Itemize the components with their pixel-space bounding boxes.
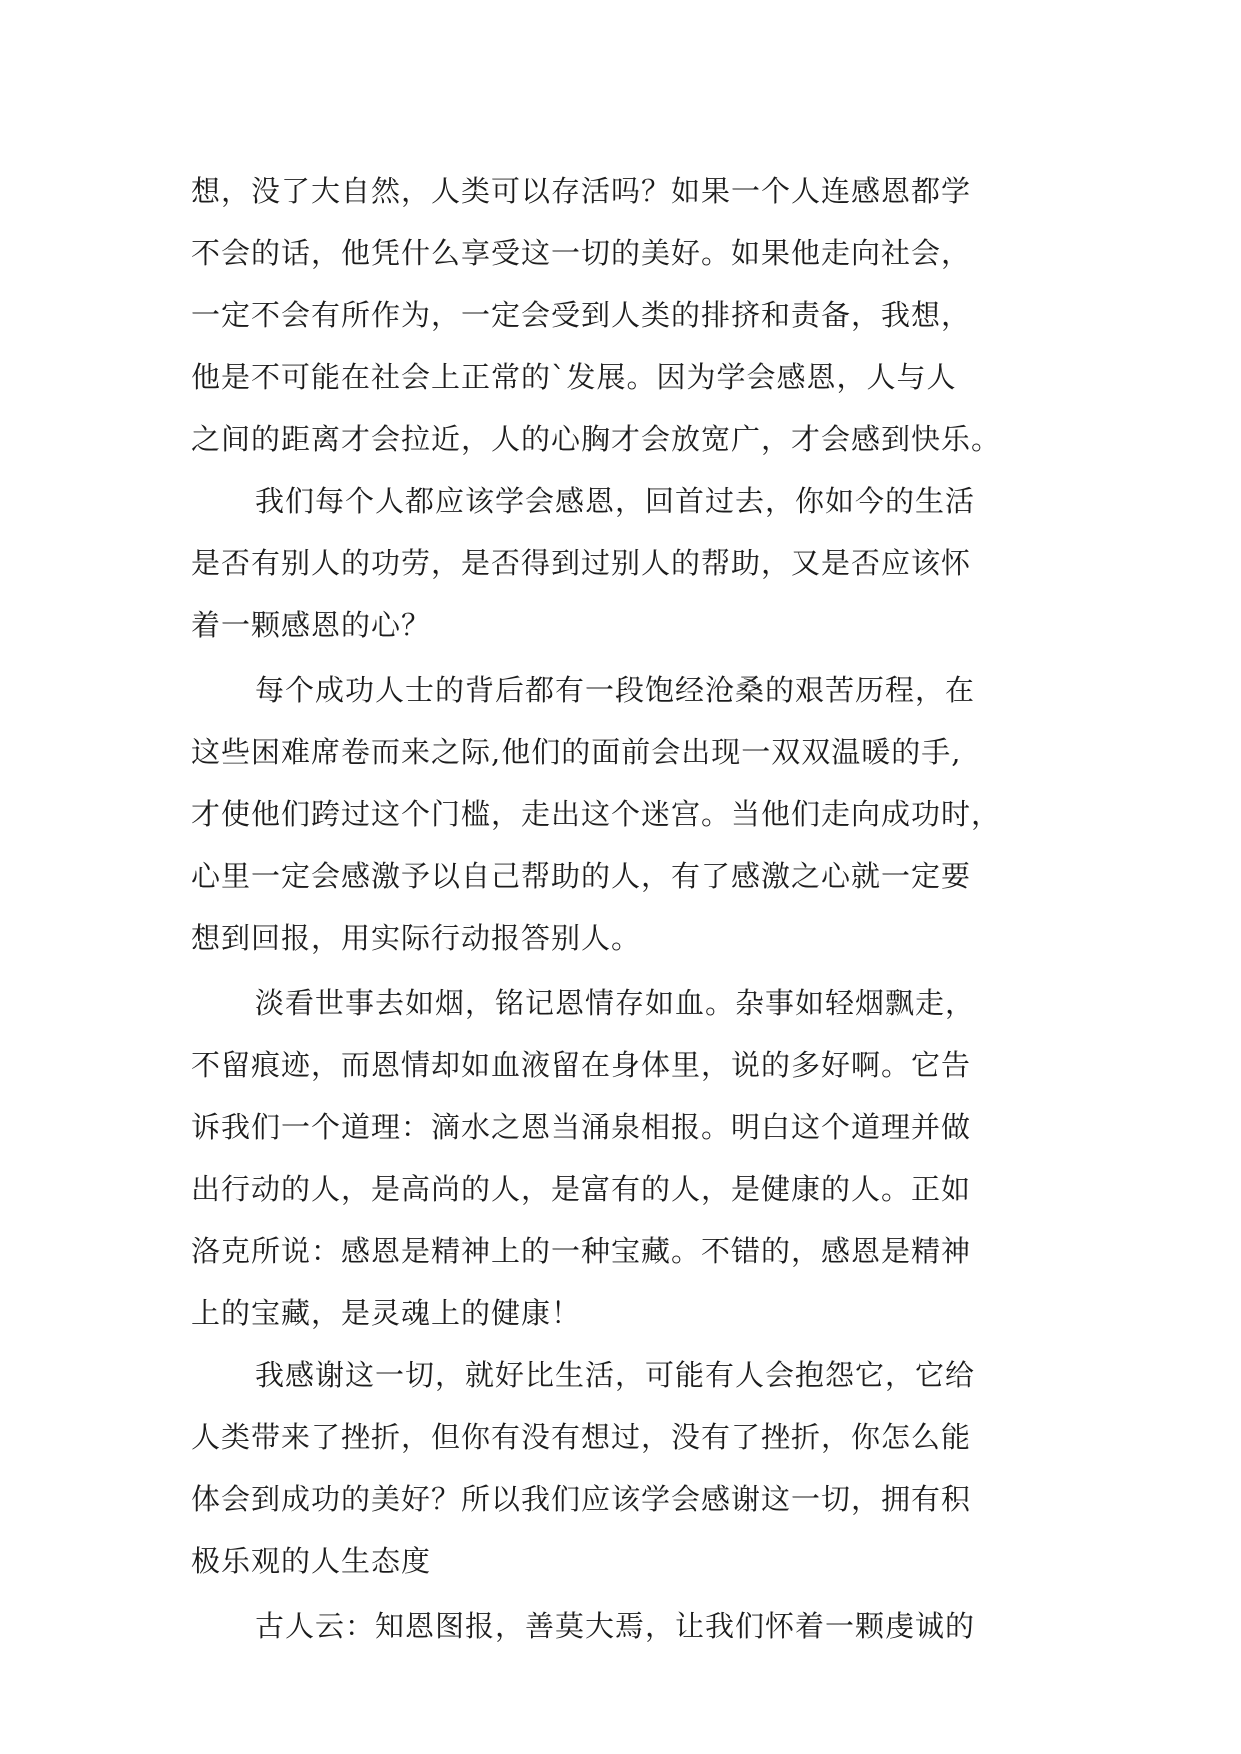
text-line: 才使他们跨过这个门槛，走出这个迷宫。当他们走向成功时， [191, 797, 1002, 831]
text-line: 想，没了大自然，人类可以存活吗？如果一个人连感恩都学 [191, 174, 972, 208]
text-line: 不会的话，他凭什么享受这一切的美好。如果他走向社会， [191, 236, 972, 270]
text-line: 体会到成功的美好？所以我们应该学会感谢这一切，拥有积 [191, 1482, 972, 1516]
paragraph-1 [191, 160, 1071, 470]
text-line: 一定不会有所作为，一定会受到人类的排挤和责备，我想， [191, 298, 972, 332]
paragraph-2 [191, 470, 1071, 656]
document-body [191, 160, 1071, 1657]
text-line: 我们每个人都应该学会感恩，回首过去，你如今的生活 [255, 484, 976, 518]
text-line: 出行动的人，是高尚的人，是富有的人，是健康的人。正如 [191, 1172, 972, 1206]
text-line: 诉我们一个道理：滴水之恩当涌泉相报。明白这个道理并做 [191, 1110, 972, 1144]
text-line: 极乐观的人生态度 [191, 1544, 432, 1578]
text-line: 他是不可能在社会上正常的`发展。因为学会感恩，人与人 [191, 360, 957, 394]
paragraph-4 [191, 972, 1071, 1344]
text-line: 淡看世事去如烟，铭记恩情存如血。杂事如轻烟飘走， [255, 986, 976, 1020]
text-line: 每个成功人士的背后都有一段饱经沧桑的艰苦历程，在 [255, 673, 976, 707]
text-line: 心里一定会感激予以自己帮助的人，有了感激之心就一定要 [191, 859, 972, 893]
text-line: 着一颗感恩的心？ [191, 608, 432, 642]
text-line: 不留痕迹，而恩情却如血液留在身体里，说的多好啊。它告 [191, 1048, 972, 1082]
text-line: 这些困难席卷而来之际,他们的面前会出现一双双温暖的手, [191, 735, 962, 769]
text-line: 古人云：知恩图报，善莫大焉，让我们怀着一颗虔诚的 [255, 1609, 976, 1643]
paragraph-5 [191, 1344, 1071, 1592]
text-line: 我感谢这一切，就好比生活，可能有人会抱怨它，它给 [255, 1358, 976, 1392]
text-line: 之间的距离才会拉近，人的心胸才会放宽广，才会感到快乐。 [191, 422, 1002, 456]
text-line: 想到回报，用实际行动报答别人。 [191, 921, 642, 955]
paragraph-6 [191, 1595, 1071, 1657]
text-line: 人类带来了挫折，但你有没有想过，没有了挫折，你怎么能 [191, 1420, 972, 1454]
text-line: 上的宝藏，是灵魂上的健康！ [191, 1296, 582, 1330]
text-line: 是否有别人的功劳，是否得到过别人的帮助，又是否应该怀 [191, 546, 972, 580]
paragraph-3 [191, 659, 1071, 969]
text-line: 洛克所说：感恩是精神上的一种宝藏。不错的，感恩是精神 [191, 1234, 972, 1268]
